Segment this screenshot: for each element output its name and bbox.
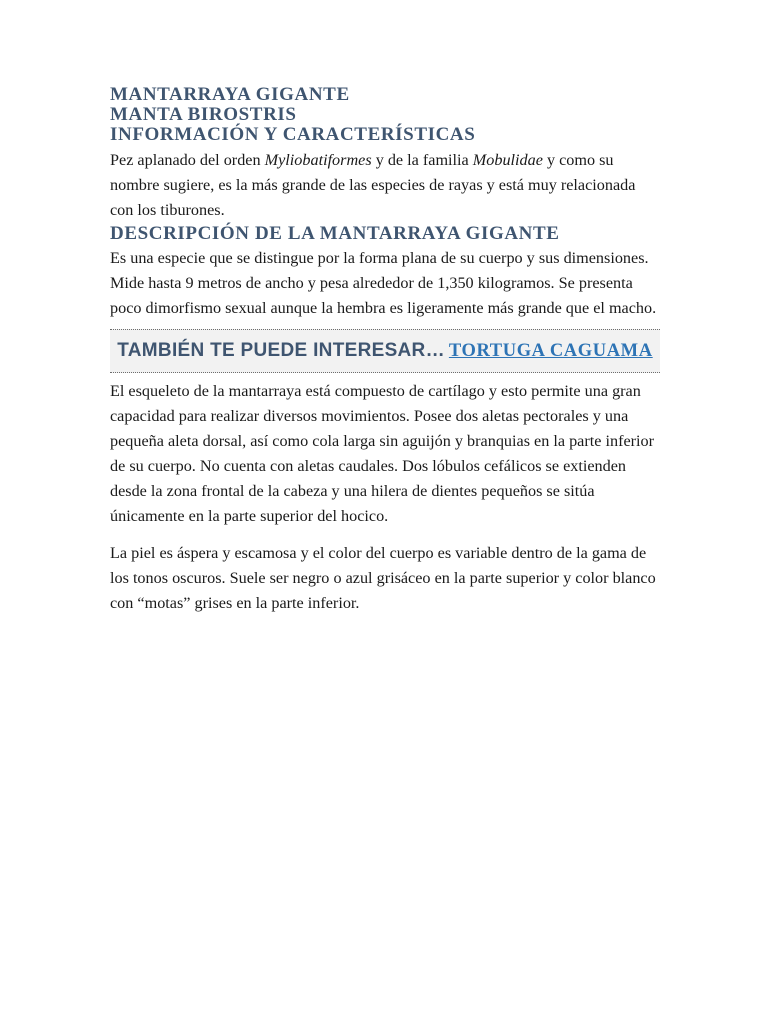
title-manta-birostris: MANTA BIROSTRIS (110, 104, 297, 125)
intro-text-part-3: y como su nombre sugiere, es la más grande de las especies de rayas y está muy relacionada con los tiburones. (110, 151, 636, 219)
title-informacion-caracteristicas: INFORMACIÓN Y CARACTERÍSTICAS (110, 124, 476, 145)
title-mantarraya-gigante: MANTARRAYA GIGANTE (110, 84, 350, 105)
intro-text-part-1: Pez aplanado del orden (110, 151, 265, 169)
intro-text-part-2: y de la familia (371, 151, 473, 169)
callout-label: TAMBIÉN TE PUEDE INTERESAR… (117, 340, 445, 361)
order-name-italic: Myliobatiformes (264, 151, 372, 169)
intro-paragraph (110, 148, 660, 223)
family-name-italic: Mobulidae (472, 151, 543, 169)
skeleton-paragraph: El esqueleto de la mantarraya está compuesto de cartílago y esto permite una gran capacidad para realizar diversos movimientos. Posee dos aletas pectorales y una pequeña aleta dorsal, así como cola larga sin aguijón y branquias en la parte inferior de su cuerpo. No cuenta con aletas caudales. Dos lóbulos cefálicos se extienden desde la zona frontal de la cabeza y una hilera de dientes pequeños se sitúa únicamente en la parte superior del hocico. (110, 382, 655, 525)
skin-paragraph: La piel es áspera y escamosa y el color del cuerpo es variable dentro de la gama de los tonos oscuros. Suele ser negro o azul grisáceo en la parte superior y color blanco con “motas” grises en la parte inferior. (110, 544, 656, 612)
article-content (110, 85, 660, 616)
related-article-link[interactable]: TORTUGA CAGUAMA (448, 341, 653, 361)
related-article-callout (110, 329, 660, 373)
section-heading-descripcion: DESCRIPCIÓN DE LA MANTARRAYA GIGANTE (110, 223, 560, 244)
description-paragraph: Es una especie que se distingue por la forma plana de su cuerpo y sus dimensiones. Mide hasta 9 metros de ancho y pesa alrededor de 1,350 kilogramos. Se presenta poco dimorfismo sexual aunque la hembra es ligeramente más grande que el macho. (110, 249, 657, 317)
